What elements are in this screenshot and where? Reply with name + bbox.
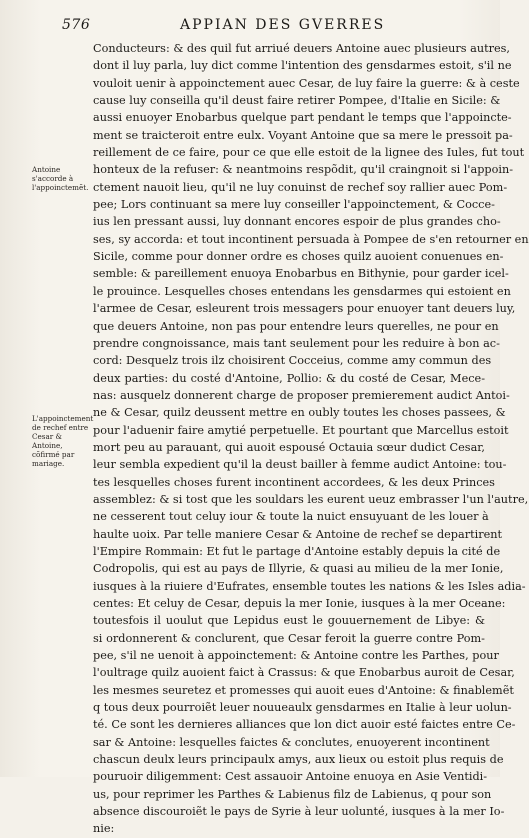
text-line: ses, sy accorda: et tout incontinent persuada à Pompee de s'en retourner en (93, 232, 529, 246)
running-title: APPIAN DES GVERRES (180, 17, 386, 33)
text-line: nas: ausquelz donnerent charge de proposer premierement audict Antoi- (93, 388, 510, 402)
text-line: semble: & pareillement enuoya Enobarbus en Bithynie, pour garder icel- (93, 267, 509, 281)
text-line: Codropolis, qui est au pays de Illyrie, & quasi au milieu de la mer Ionie, (93, 562, 504, 576)
text-line: toutesfois il uoulut que Lepidus eust le gouuernement de Libye: & (93, 614, 485, 628)
text-line: tes lesquelles choses furent incontinent accordees, & les deux Princes (93, 475, 495, 489)
text-line: si ordonnerent & conclurent, que Cesar feroit la guerre contre Pom- (93, 631, 485, 645)
body-text (93, 40, 529, 838)
text-line: mort peu au parauant, qui auoit espousé Octauia sœur dudict Cesar, (93, 440, 485, 454)
text-line: absence discouroiẽt le pays de Syrie à leur uolunté, iusques à la mer Io- (93, 805, 505, 819)
text-line: vouloit uenir à appoinctement auec Cesar, de luy faire la guerre: & à ceste (93, 76, 520, 90)
text-line: pee; Lors continuant sa mere luy conseiller l'appoinctement, & Cocce- (93, 198, 495, 212)
text-line: ius len pressant aussi, luy donnant encores espoir de plus grandes cho- (93, 215, 501, 229)
margin-note: L'appoinctement de rechef entre Cesar & Antoine, cõfirmé par mariage. (32, 414, 94, 468)
text-line: centes: Et celuy de Cesar, depuis la mer Ionie, iusques à la mer Oceane: (93, 597, 506, 610)
text-line: l'Empire Rommain: Et fut le partage d'Antoine estably depuis la cité de (93, 544, 501, 558)
text-line: iusques à la riuiere d'Eufrates, ensemble toutes les nations & les Isles adia- (93, 579, 526, 593)
text-line: assemblez: & si tost que les souldars les eurent ueuz embrasser l'un l'autre, (93, 492, 529, 506)
text-line: deux parties: du costé d'Antoine, Pollio: & du costé de Cesar, Mece- (93, 371, 485, 385)
text-line: reillement de ce faire, pour ce que elle estoit de la lignee des Iules, fut tout (93, 146, 525, 160)
text-line: cord: Desquelz trois ilz choisirent Cocceius, comme amy commun des (93, 354, 492, 368)
text-line: ne cesserent tout celuy iour & toute la nuict ensuyuant de les louer à (93, 510, 489, 524)
text-line: l'armee de Cesar, esleurent trois messagers pour enuoyer tant deuers luy, (93, 302, 516, 316)
text-line: honteux de la refuser: & neantmoins respõdit, qu'il craingnoit si l'appoin- (93, 163, 514, 177)
text-line: Sicile, comme pour donner ordre es choses quilz auoient conuenues en- (93, 250, 504, 264)
text-line: le prouince. Lesquelles choses entendans les gensdarmes qui estoient en (93, 284, 511, 298)
page-number: 576 (62, 17, 91, 33)
text-line: té. Ce sont les dernieres alliances que lon dict auoir esté faictes entre Ce- (93, 718, 516, 732)
text-line: pour l'aduenir faire amytié perpetuelle. Et pourtant que Marcellus estoit (93, 423, 509, 437)
text-line: q tous deux pourroiẽt leuer nouueaulx gensdarmes en Italie à leur uolun- (93, 701, 512, 715)
text-line: ctement nauoit lieu, qu'il ne luy conuinst de rechef soy rallier auec Pom- (93, 180, 508, 194)
text-line: Conducteurs: & des quil fut arriué deuers Antoine auec plusieurs autres, (93, 42, 511, 55)
text-line: chascun deulx leurs principaulx amys, aux lieux ou estoit plus requis de (93, 753, 504, 767)
text-line: sar & Antoine: lesquelles faictes & conclutes, enuoyerent incontinent (93, 735, 490, 749)
text-line: prendre congnoissance, mais tant seulement pour les reduire à bon ac- (93, 336, 500, 350)
text-line: nie: (93, 822, 115, 836)
text-line: leur sembla expedient qu'il la deust bailler à femme audict Antoine: tou- (93, 458, 507, 472)
page-header (62, 17, 482, 37)
text-line: dont il luy parla, luy dict comme l'intention des gensdarmes estoit, s'il ne (93, 59, 512, 73)
text-line: l'oultrage quilz auoient faict à Crassus: & que Enobarbus auroit de Cesar, (93, 666, 515, 680)
text-line: pee, s'il ne uenoit à appoinctement: & Antoine contre les Parthes, pour (93, 649, 499, 663)
text-line: aussi enuoyer Enobarbus quelque part pendant le temps que l'appoincte- (93, 111, 512, 125)
text-line: ment se traicteroit entre eulx. Voyant Antoine que sa mere le pressoit pa- (93, 128, 513, 142)
text-line: us, pour reprimer les Parthes & Labienus filz de Labienus, q pour son (93, 787, 492, 801)
text-line: pouruoir diligemment: Cest assauoir Antoine enuoya en Asie Ventidi- (93, 770, 488, 784)
margin-note: Antoine s'accorde à l'appoinctemẽt. (32, 165, 89, 192)
text-line: haulte uoix. Par telle maniere Cesar & Antoine de rechef se departirent (93, 527, 503, 541)
text-line: cause luy conseilla qu'il deust faire retirer Pompee, d'Italie en Sicile: & (93, 94, 501, 108)
text-line: les mesmes seuretez et promesses qui auoit eues d'Antoine: & finablemẽt (93, 683, 514, 697)
text-line: ne & Cesar, quilz deussent mettre en oubly toutes les choses passees, & (93, 406, 506, 420)
text-line: que deuers Antoine, non pas pour entendre leurs querelles, ne pour en (93, 319, 499, 333)
